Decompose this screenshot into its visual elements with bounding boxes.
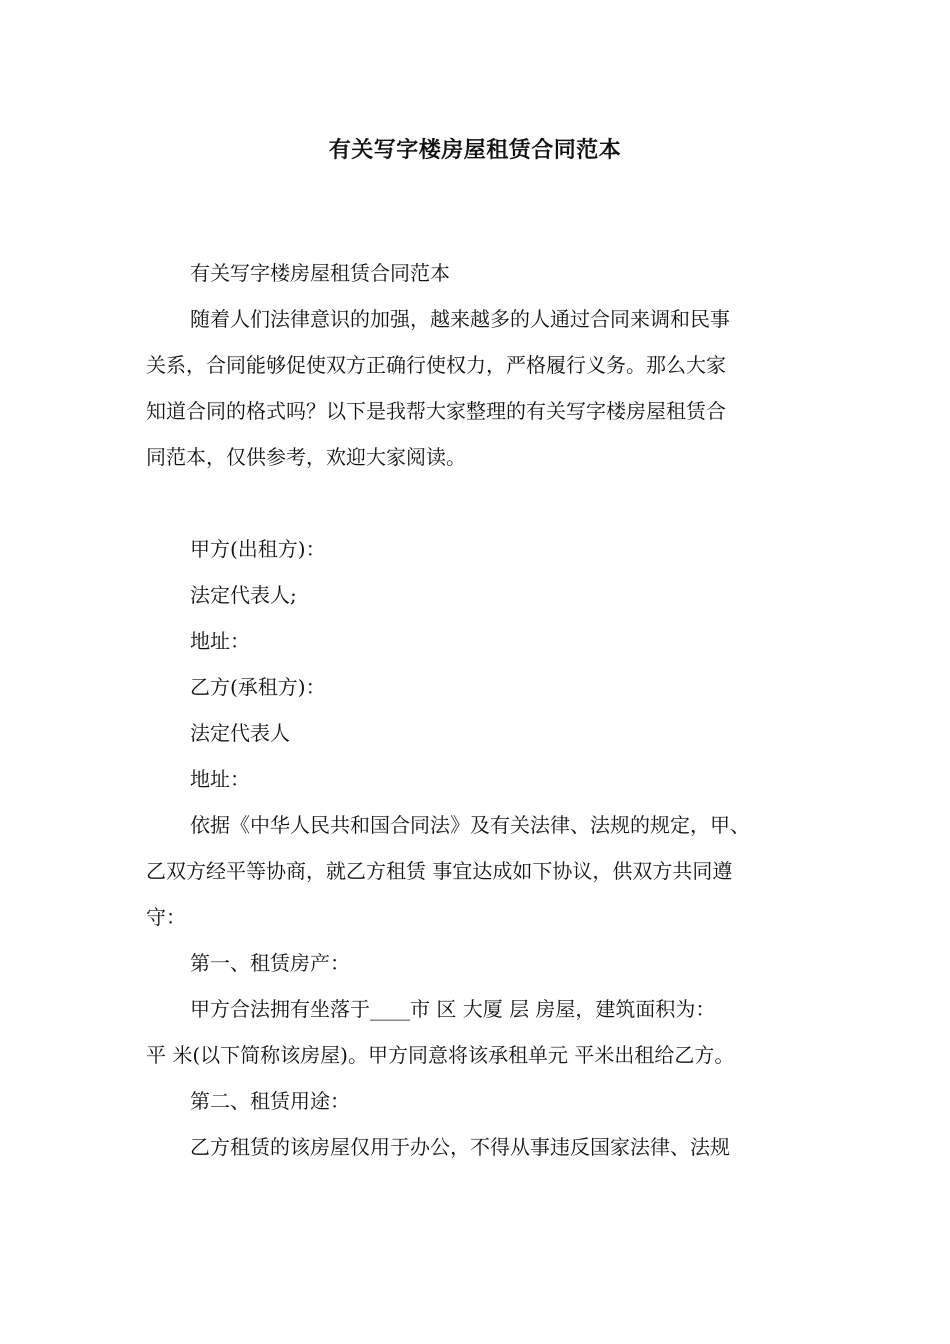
body-line-subtitle: 有关写字楼房屋租赁合同范本: [190, 261, 450, 285]
document-title: 有关写字楼房屋租赁合同范本: [328, 138, 622, 163]
party-b-label: 乙方(承租方)：: [190, 675, 326, 699]
basis-clause-line-3: 守：: [146, 905, 186, 929]
section-2-text-1: 乙方租赁的该房屋仅用于办公，不得从事违反国家法律、法规: [190, 1135, 730, 1159]
body-line-intro-3: 知道合同的格式吗？以下是我帮大家整理的有关写字楼房屋租赁合: [146, 399, 726, 423]
party-b-address: 地址：: [190, 767, 250, 791]
section-1-text-2: 平 米(以下简称该房屋)。甲方同意将该承租单元 平米出租给乙方。: [146, 1043, 735, 1067]
party-a-label: 甲方(出租方)：: [190, 537, 326, 561]
basis-clause-line-2: 乙双方经平等协商，就乙方租赁 事宜达成如下协议，供双方共同遵: [146, 859, 733, 883]
party-a-representative: 法定代表人;: [190, 583, 297, 607]
body-line-intro-4: 同范本，仅供参考，欢迎大家阅读。: [146, 445, 466, 469]
party-b-representative: 法定代表人: [190, 721, 290, 745]
body-line-intro-1: 随着人们法律意识的加强，越来越多的人通过合同来调和民事: [190, 307, 730, 331]
document-body: [146, 250, 826, 1170]
party-a-address: 地址：: [190, 629, 250, 653]
section-1-text-1: 甲方合法拥有坐落于____市 区 大厦 层 房屋，建筑面积为：: [190, 997, 716, 1021]
paragraph-gap: [146, 480, 826, 526]
section-2-heading: 第二、租赁用途：: [190, 1089, 350, 1113]
basis-clause-line-1: 依据《中华人民共和国合同法》及有关法律、法规的规定，甲、: [190, 813, 750, 837]
section-1-heading: 第一、租赁房产：: [190, 951, 350, 975]
body-line-intro-2: 关系，合同能够促使双方正确行使权力，严格履行义务。那么大家: [146, 353, 726, 377]
